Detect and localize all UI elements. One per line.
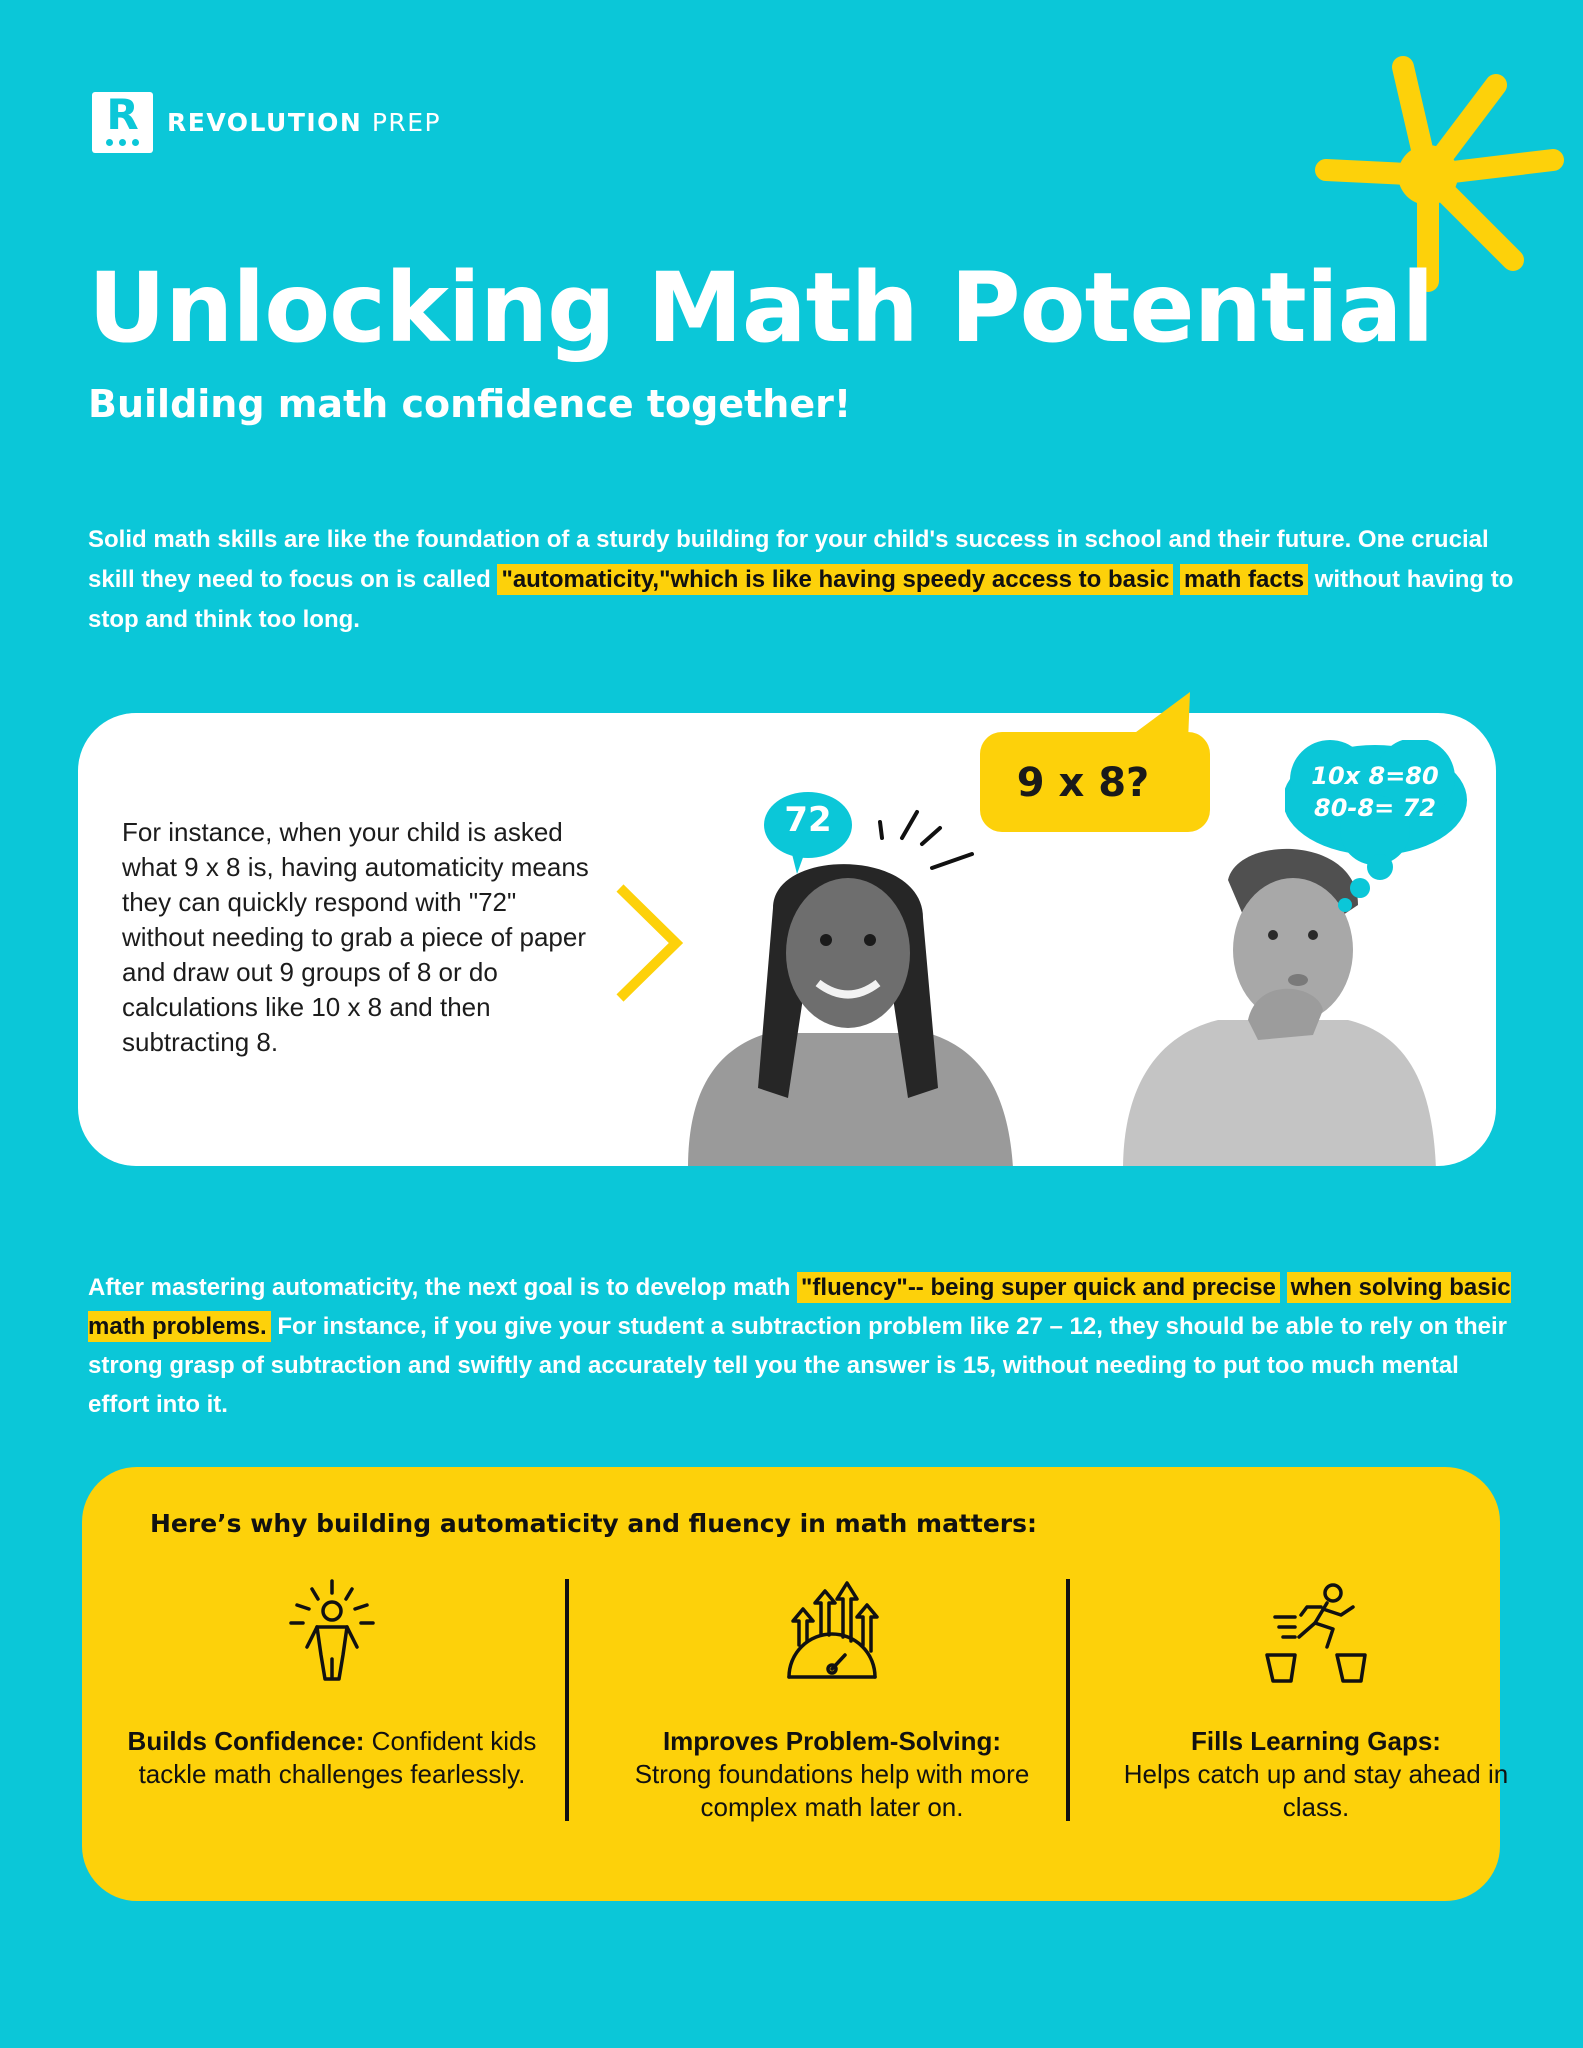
logo-letter: R xyxy=(106,90,139,139)
benefit-text xyxy=(112,1725,552,1791)
benefit-description: Confident kids tackle math challenges fearlessly. xyxy=(138,1726,537,1789)
page-title: Unlocking Math Potential xyxy=(88,252,1434,364)
logo-mark xyxy=(92,92,153,153)
benefit-item xyxy=(1096,1577,1536,1824)
thinking-rays-icon xyxy=(872,800,982,880)
benefit-title: Fills Learning Gaps: xyxy=(1191,1726,1441,1756)
intro-paragraph xyxy=(88,520,1518,640)
question-speech-bubble xyxy=(978,690,1214,840)
fluency-highlight-2: when solving basic math problems. xyxy=(88,1274,1511,1340)
chevron-right-icon xyxy=(608,878,688,1008)
girl-photo xyxy=(678,848,1018,1166)
thought-line-2: 80-8= 72 xyxy=(1314,794,1436,822)
growth-arrows-gauge-icon xyxy=(777,1577,887,1687)
column-divider xyxy=(565,1579,569,1821)
benefit-description: Strong foundations help with more complex math later on. xyxy=(634,1759,1030,1822)
benefit-title: Builds Confidence: xyxy=(127,1726,365,1756)
intro-text-2: without having to stop and think too long. xyxy=(88,566,1514,633)
fluency-paragraph xyxy=(88,1268,1518,1424)
leaping-gap-icon xyxy=(1261,1577,1371,1687)
brand-name-light: PREP xyxy=(371,108,442,137)
benefits-heading: Here’s why building automaticity and fluency in math matters: xyxy=(150,1509,1037,1538)
fluency-text-2: For instance, if you give your student a subtraction problem like 27 – 12, they should be able to rely on their strong grasp of subtraction and swiftly and accurately tell you the answer is 15, without needing to put too much mental effort into it. xyxy=(88,1313,1507,1418)
benefit-text xyxy=(612,1725,1052,1824)
benefit-description: Helps catch up and stay ahead in class. xyxy=(1123,1759,1509,1822)
answer-speech-bubble xyxy=(763,790,859,876)
intro-text-1: Solid math skills are like the foundation of a sturdy building for your child's success in school and their future. One crucial skill they need to focus on is called xyxy=(88,526,1489,593)
intro-highlight-2: math facts xyxy=(1180,564,1308,595)
benefit-item xyxy=(112,1577,552,1791)
brand-logo xyxy=(92,92,441,153)
benefit-text xyxy=(1096,1725,1536,1824)
page-subtitle: Building math confidence together! xyxy=(88,382,852,426)
example-text: For instance, when your child is asked what 9 x 8 is, having automaticity means they can quickly respond with "72" without needing to grab a piece of paper and draw out 9 groups of 8 or do calculations like 10 x 8 and then subtracting 8. xyxy=(122,817,589,1057)
logo-dots xyxy=(106,139,139,146)
benefits-panel xyxy=(82,1467,1509,1901)
confident-person-icon xyxy=(277,1577,387,1687)
question-text: 9 x 8? xyxy=(1016,760,1150,806)
brand-name-bold: REVOLUTION xyxy=(167,108,363,137)
fluency-highlight-1: "fluency"-- being super quick and precise xyxy=(797,1272,1280,1303)
thought-bubble xyxy=(1285,740,1485,920)
example-card xyxy=(78,713,1496,1166)
answer-text: 72 xyxy=(784,800,832,840)
column-divider xyxy=(1066,1579,1070,1821)
intro-highlight-1: "automaticity,"which is like having speedy access to basic xyxy=(497,564,1173,595)
benefit-item xyxy=(612,1577,1052,1824)
fluency-text-1: After mastering automaticity, the next goal is to develop math xyxy=(88,1274,798,1301)
brand-name xyxy=(167,108,441,137)
benefit-title: Improves Problem-Solving: xyxy=(662,1726,1002,1756)
thought-line-1: 10x 8=80 xyxy=(1311,762,1439,790)
